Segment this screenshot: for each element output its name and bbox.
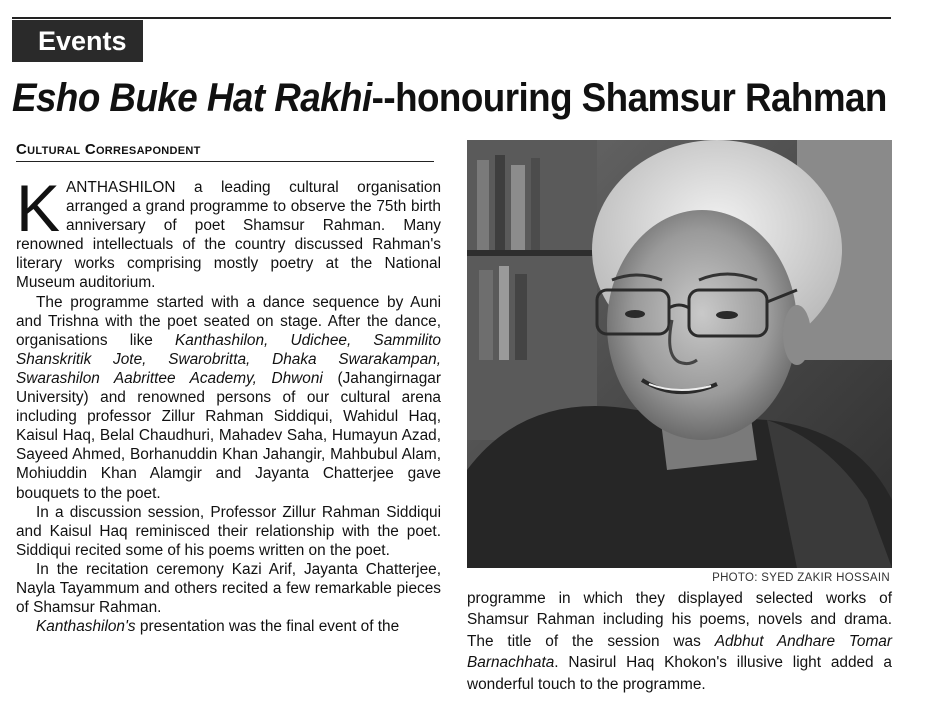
- headline-rest: --honouring Shamsur Rahman: [371, 76, 887, 120]
- headline: [12, 72, 887, 124]
- drop-cap: K: [16, 171, 61, 245]
- session-title: Adbhut Andhare Tomar Barnachhata: [467, 632, 892, 672]
- section-tag: Events: [12, 20, 143, 62]
- paragraph-5-cont-text-a: programme in which they displayed selected works of Shamsur Rahman including his poems, novels and drama. The title of the session was: [467, 590, 892, 650]
- portrait-photo-image: [467, 140, 892, 568]
- paragraph-2: [16, 293, 441, 503]
- lead-word: ANTHASHILON: [66, 179, 176, 196]
- paragraph-5-continued: [467, 588, 892, 695]
- paragraph-3: In a discussion session, Professor Zillur Rahman Siddiqui and Kaisul Haq reminisced their relationship with the poet. Siddiqui recited some of his poems written on the poet.: [16, 503, 441, 559]
- paragraph-1: [16, 171, 441, 293]
- paragraph-5-cont-text-b: . Nasirul Haq Khokon's illusive light added a wonderful touch to the programme.: [467, 654, 892, 693]
- paragraph-1-text: a leading cultural organisation arranged a grand programme to observe the 75th birth anniversary of poet Shamsur Rahman. Many renowned intellectuals of the country discussed Rahman's literary works comprising mostly poetry at the National Museum auditorium.: [16, 179, 441, 292]
- headline-italic: Esho Buke Hat Rakhi: [12, 76, 372, 120]
- article-column-right: [467, 588, 892, 695]
- paragraph-5-italic: Kanthashilon's: [36, 618, 136, 636]
- paragraph-4: In the recitation ceremony Kazi Arif, Jayanta Chatterjee, Nayla Tayammum and others recited a few remarkable pieces of Shamsur Rahman.: [16, 560, 441, 617]
- paragraph-2-text-b: (Jahangirnagar University) and renowned persons of our cultural arena including professor Zillur Rahman Siddiqui, Wahidul Haq, Kaisul Haq, Belal Chaudhuri, Mahadev Saha, Humayun Azad, Sayeed Ahmed, Borhanuddin Khan Jahangir, Mahbubul Alam, Mohiuddin Khan Alamgir and Jayanta Chatterjee gave bouquets to the poet.: [16, 369, 441, 502]
- portrait-photo: [467, 140, 892, 568]
- photo-credit: PHOTO: SYED ZAKIR HOSSAIN: [712, 572, 890, 584]
- organisation-names: Kanthashilon, Udichee, Sammilito Shanskritik Jote, Swarobritta, Dhaka Swarakampan, Swarashilon Aabrittee Academy, Dhwoni: [16, 331, 441, 387]
- paragraph-5-text: presentation was the final event of the: [135, 618, 400, 636]
- byline: Cultural Corresapondent: [16, 141, 201, 158]
- byline-rule: [16, 161, 434, 162]
- top-rule: [12, 17, 891, 19]
- paragraph-2-text-a: The programme started with a dance sequence by Auni and Trishna with the poet seated on stage. After the dance, organisations like: [16, 293, 441, 349]
- article-column-left: [16, 171, 441, 636]
- paragraph-5: [16, 617, 441, 636]
